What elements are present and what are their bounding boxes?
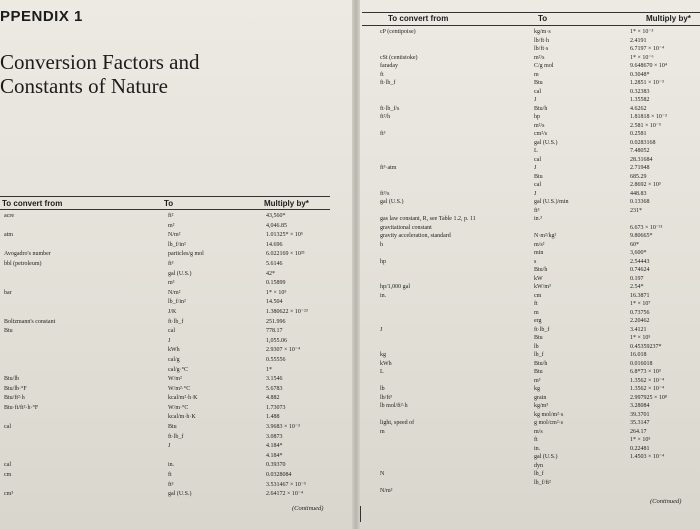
left-multiply-row: 1.01325* × 10⁵ (266, 232, 303, 239)
left-from-row (4, 442, 154, 452)
right-to-row: Btu (534, 173, 543, 180)
left-from-row: Btu/lb (4, 376, 20, 383)
right-from-row (380, 462, 528, 471)
right-to-row: kW (534, 275, 543, 282)
right-from-row: hp (380, 258, 386, 265)
left-to-row: N/m² (168, 232, 181, 239)
right-from-row: cSt (centistoke) (380, 54, 418, 61)
left-to-row: ft² (168, 213, 174, 219)
right-to-row: ft³ (534, 207, 540, 214)
left-to-row: kcal/m·h·K (168, 414, 196, 421)
left-multiply-row: 0.15899 (266, 280, 286, 287)
left-multiply-row: 14.504 (266, 299, 283, 306)
left-from-row (4, 298, 154, 308)
right-to-row: erg (534, 318, 542, 324)
right-multiply-row: 1* × 10⁻³ (630, 29, 654, 35)
left-multiply-row: 2.9307 × 10⁻⁴ (266, 347, 301, 354)
left-continued-note: (Continued) (292, 505, 324, 512)
left-table-header-rule (0, 209, 330, 210)
right-from-row (380, 436, 528, 445)
left-to-row: m² (168, 222, 175, 229)
right-multiply-row: 1* × 10⁵ (630, 437, 651, 443)
right-to-row: s (534, 258, 537, 265)
right-from-row (380, 37, 528, 46)
right-multiply-row: 2.54* (630, 284, 644, 290)
right-multiply-row: 2.54443 (630, 258, 650, 265)
right-multiply-row: 264.17 (630, 428, 647, 435)
right-from-row: L (380, 369, 384, 375)
left-from-row: Btu·ft/ft²·h·°F (4, 404, 39, 411)
right-to-row: g mol/cm²·s (534, 420, 563, 426)
right-to-row: J (534, 190, 537, 197)
left-table-top-rule (0, 196, 330, 197)
right-from-row: faraday (380, 63, 398, 69)
left-from-column (4, 212, 154, 500)
left-from-row: acre (4, 213, 14, 219)
right-multiply-row: 1.81818 × 10⁻³ (630, 114, 667, 120)
left-multiply-row: 6.022169 × 10²³ (266, 251, 305, 258)
right-to-row: ft (534, 301, 538, 307)
right-to-row: N·m²/kg² (534, 233, 557, 239)
right-multiply-column (630, 28, 700, 462)
right-to-row: kg (534, 386, 540, 392)
left-header-multiply: Multiply by* (264, 199, 309, 208)
right-from-row: ft³ (380, 131, 386, 137)
left-multiply-row: 4,046.85 (266, 222, 287, 229)
right-multiply-row: 2.71948 (630, 165, 650, 171)
left-to-row: ft·lb_f (168, 433, 184, 440)
left-from-row: cm³ (4, 491, 14, 498)
right-from-row (380, 377, 528, 386)
right-multiply-row: 35.3147 (630, 420, 650, 426)
left-from-row: cal (4, 462, 11, 469)
right-to-row: gal (U.S.)/min (534, 199, 569, 205)
right-multiply-row: 0.2581 (630, 131, 647, 137)
right-multiply-row: 9.648670 × 10⁴ (630, 63, 667, 69)
left-to-row: W/m²·°C (168, 385, 191, 392)
right-from-row: J (380, 326, 383, 333)
left-from-row: Avogadro's number (4, 251, 51, 258)
left-from-row: bar (4, 289, 12, 296)
right-to-row: lb/ft·s (534, 46, 549, 52)
right-to-row: Btu (534, 335, 543, 341)
left-to-row: particles/g mol (168, 251, 204, 258)
left-to-row: gal (U.S.) (168, 270, 192, 277)
left-from-row (4, 222, 154, 232)
right-to-row: m²/s (534, 54, 545, 61)
left-multiply-row: 14.696 (266, 241, 283, 248)
right-multiply-row: 0.45359237* (630, 343, 662, 350)
right-multiply-row: 16.3871 (630, 292, 650, 299)
right-multiply-row: 0.016018 (630, 360, 653, 367)
right-to-row: lb_f (534, 471, 544, 477)
right-from-row: hp/1,000 gal (380, 284, 410, 290)
right-from-row: h (380, 241, 383, 248)
right-to-row: lb (534, 343, 539, 350)
left-to-row: J (168, 443, 171, 450)
left-from-row (4, 279, 154, 289)
right-to-row: L (534, 148, 538, 154)
right-from-row: lb mol/ft²·h (380, 403, 408, 409)
right-from-row (380, 122, 528, 131)
left-to-row: lb_f/in² (168, 299, 186, 306)
right-to-row: grain (534, 394, 547, 401)
right-from-row: ft·lb_f/s (380, 105, 400, 112)
right-multiply-row: 2.4191 (630, 37, 647, 44)
right-to-row: Btu (534, 369, 543, 375)
left-to-row: Btu (168, 424, 177, 431)
right-to-row: in.³ (534, 216, 542, 222)
right-to-row: m (534, 309, 539, 316)
right-from-row: ft²/h (380, 114, 391, 120)
left-from-row: Btu/ft²·h (4, 395, 25, 402)
right-to-row: ft (534, 437, 538, 443)
right-multiply-row: 2.581 × 10⁻⁵ (630, 122, 662, 129)
right-from-row: cP (centipoise) (380, 29, 416, 35)
left-multiply-row: 5.6146 (266, 260, 283, 267)
right-from-row (380, 496, 528, 505)
left-multiply-row: 3.1546 (266, 376, 283, 383)
right-to-row: Btu/h (534, 360, 548, 367)
right-multiply-row: 0.197 (630, 275, 644, 282)
page-title (0, 50, 199, 98)
appendix-heading: PPENDIX 1 (0, 8, 83, 25)
left-to-row: W/m² (168, 376, 182, 383)
left-multiply-row: 4.184* (266, 452, 283, 459)
right-from-row (380, 343, 528, 352)
title-line-1: Conversion Factors and (0, 50, 200, 74)
right-from-row (380, 453, 528, 462)
right-from-row: light, speed of (380, 420, 415, 426)
title-line-2: Constants of Nature (0, 74, 168, 98)
right-from-row (380, 156, 528, 165)
right-multiply-row: 6.7197 × 10⁻⁴ (630, 46, 665, 52)
right-to-row: m (534, 71, 539, 78)
right-multiply-row: 231* (630, 207, 642, 214)
left-multiply-row: 778.17 (266, 328, 283, 335)
right-multiply-row: 1.35582 (630, 97, 650, 103)
left-multiply-row: 43,560* (266, 213, 286, 219)
left-to-row: cal/g·°C (168, 366, 189, 373)
right-to-row: m/s² (534, 241, 545, 248)
left-multiply-row: 3.531467 × 10⁻⁵ (266, 481, 307, 488)
left-from-row (4, 481, 154, 491)
right-multiply-row: 1.3562 × 10⁻⁴ (630, 377, 665, 384)
right-multiply-row: 6.8*73 × 10³ (630, 369, 661, 375)
right-from-row: N (380, 471, 385, 477)
right-to-row: m/s (534, 428, 543, 435)
left-to-column (168, 212, 258, 500)
left-to-row: lb_f/in² (168, 241, 186, 248)
right-multiply-row: 0.22481 (630, 445, 650, 452)
right-to-row: min (534, 250, 544, 256)
right-to-row: J (534, 97, 537, 103)
right-multiply-row: 0.32383 (630, 88, 650, 95)
right-from-row: gas law constant, R, see Table 1.2, p. 11 (380, 216, 476, 222)
right-to-row: J (534, 165, 537, 171)
left-from-row: atm (4, 232, 13, 239)
right-to-row: m³ (534, 377, 541, 384)
book-gutter (352, 0, 360, 529)
right-to-row: kg mol/m²·s (534, 411, 564, 418)
right-from-row (380, 309, 528, 318)
right-multiply-row: 6.673 × 10⁻¹¹ (630, 224, 663, 231)
right-multiply-row: 1* × 10⁷ (630, 301, 651, 307)
left-multiply-row: 3.9683 × 10⁻³ (266, 424, 300, 431)
right-to-row: kg/m·s (534, 29, 551, 35)
left-multiply-row: 251.996 (266, 318, 286, 325)
left-from-row (4, 413, 154, 423)
right-to-row: ft·lb_f (534, 326, 550, 333)
left-multiply-row: 3.0873 (266, 433, 283, 440)
right-from-row: ft (380, 71, 384, 78)
right-from-row (380, 96, 528, 105)
right-multiply-row: 0.0283168 (630, 139, 656, 146)
right-multiply-row: 3,600* (630, 250, 647, 256)
right-to-row: hp (534, 114, 540, 120)
left-from-row (4, 433, 154, 443)
right-from-row: ft³·atm (380, 165, 397, 171)
left-multiply-row: 1* × 10⁵ (266, 289, 287, 296)
right-multiply-row: 39.3701 (630, 411, 650, 418)
left-multiply-row: 1,055.06 (266, 337, 287, 344)
right-multiply-row: 2.8692 × 10³ (630, 182, 661, 188)
left-header-to: To (164, 199, 174, 208)
right-from-row (380, 266, 528, 275)
left-from-row: cm (4, 472, 12, 479)
right-table-top-rule (362, 12, 700, 13)
right-multiply-row (630, 215, 700, 224)
left-to-row: cal/g (168, 356, 180, 363)
right-to-row: cal (534, 182, 541, 188)
right-multiply-row: 1* × 10⁵ (630, 335, 651, 341)
left-from-row: bbl (petroleum) (4, 260, 42, 267)
left-to-row (168, 452, 258, 462)
right-multiply-row: 1* × 10⁻⁶ (630, 54, 654, 61)
right-continued-note: (Continued) (650, 498, 682, 505)
left-from-row (4, 241, 154, 251)
right-from-row: lb (380, 386, 385, 392)
right-from-row (380, 300, 528, 309)
left-from-row (4, 270, 154, 280)
left-from-row: Btu (4, 328, 13, 335)
right-multiply-row: 1.3562 × 10⁻⁴ (630, 386, 665, 392)
right-from-row (380, 207, 528, 216)
left-to-row: ft³ (168, 481, 174, 488)
right-to-row: lb_f (534, 352, 544, 358)
right-multiply-row: 0.74624 (630, 267, 650, 273)
right-multiply-row: 0.73756 (630, 309, 650, 316)
right-multiply-row: 685.29 (630, 173, 647, 180)
right-to-row: cal (534, 156, 541, 163)
left-to-row: kWh (168, 347, 180, 354)
right-from-row (380, 45, 528, 54)
left-from-row (4, 356, 154, 366)
right-from-row: lb/ft³ (380, 394, 392, 401)
left-multiply-row: 42* (266, 270, 275, 277)
right-header-from: To convert from (388, 14, 449, 23)
right-from-row (380, 275, 528, 284)
right-to-row: Btu/h (534, 267, 548, 273)
left-from-row (4, 337, 154, 347)
right-to-row: Btu/h (534, 105, 548, 112)
right-from-row (380, 181, 528, 190)
left-multiply-row: 2.64172 × 10⁻⁴ (266, 491, 304, 498)
right-table-header-rule (362, 25, 700, 26)
right-multiply-row: 0.13368 (630, 199, 650, 205)
right-from-row (380, 411, 528, 420)
right-to-row: cm²/s (534, 131, 548, 137)
right-to-row: C/g mol (534, 63, 554, 69)
right-multiply-row: 3.28084 (630, 403, 650, 409)
right-to-row: cal (534, 88, 541, 95)
right-multiply-row: 60* (630, 241, 639, 248)
right-header-to: To (538, 14, 548, 23)
right-from-row (380, 147, 528, 156)
left-header-from: To convert from (2, 199, 63, 208)
left-to-row: gal (U.S.) (168, 491, 192, 498)
right-from-row: ft³/s (380, 190, 390, 197)
right-multiply-row: 1.2851 × 10⁻³ (630, 80, 664, 86)
left-multiply-row: 4.184* (266, 443, 283, 450)
left-multiply-row: 4.882 (266, 395, 280, 402)
left-from-row: cal (4, 424, 11, 431)
left-multiply-row: 1.380622 × 10⁻²³ (266, 308, 308, 315)
left-from-row: Boltzmann's constant (4, 318, 56, 325)
left-from-row (4, 346, 154, 356)
right-from-row (380, 334, 528, 343)
right-to-row: in. (534, 445, 541, 452)
right-multiply-row: 448.83 (630, 190, 647, 197)
right-to-row: lb/ft·h (534, 37, 549, 44)
right-multiply-row: 28.31684 (630, 156, 653, 163)
left-multiply-row: 5.6783 (266, 385, 283, 392)
left-to-row: J (168, 337, 171, 344)
right-from-row (380, 479, 528, 488)
left-to-row: ft (168, 472, 172, 479)
left-multiply-row: 0.39370 (266, 462, 286, 469)
right-from-column (380, 28, 528, 504)
left-from-row: Btu/lb·°F (4, 385, 27, 392)
right-from-row (380, 139, 528, 148)
right-multiply-row: 1.4503 × 10⁻⁴ (630, 454, 665, 460)
right-to-column (534, 28, 630, 487)
right-from-row: m (380, 428, 385, 435)
left-from-row (4, 452, 154, 462)
right-to-row: kg/m³ (534, 403, 549, 409)
right-from-row: kg (380, 352, 386, 358)
right-from-row (380, 173, 528, 182)
right-from-row: gal (U.S.) (380, 199, 404, 205)
right-multiply-row: 7.48052 (630, 148, 650, 154)
right-from-row (380, 445, 528, 454)
right-multiply-row: 3.4121 (630, 326, 647, 333)
right-from-row: gravity acceleration, standard (380, 233, 451, 239)
left-to-row: W/m·°C (168, 404, 189, 411)
right-to-row: gal (U.S.) (534, 139, 558, 146)
left-multiply-row: 0.55556 (266, 356, 286, 363)
left-to-row: in. (168, 462, 175, 469)
left-to-row: m³ (168, 280, 175, 287)
left-multiply-row: 0.0328084 (266, 472, 292, 479)
left-multiply-row: 1* (266, 366, 272, 373)
left-to-row: ft³ (168, 260, 174, 267)
right-header-multiply: Multiply by* (646, 14, 691, 23)
right-multiply-row: 2.20462 (630, 318, 650, 324)
right-to-row: lb_f/ft² (534, 479, 551, 486)
right-from-row: gravitational constant (380, 224, 432, 231)
corner-mark (360, 506, 361, 522)
right-to-row: kW/m³ (534, 284, 551, 290)
right-to-row: cm (534, 292, 542, 299)
right-to-row: gal (U.S.) (534, 454, 558, 460)
right-from-row: N/m² (380, 488, 393, 494)
right-to-row (534, 224, 630, 233)
right-to-row: dyn (534, 462, 543, 469)
right-from-row: in. (380, 292, 387, 299)
left-from-row (4, 308, 154, 318)
left-to-row: ft·lb_f (168, 318, 184, 325)
right-from-row (380, 249, 528, 258)
right-multiply-row: 0.3048* (630, 71, 650, 78)
left-to-row: cal (168, 328, 175, 335)
left-to-row: kcal/m²·h·K (168, 395, 198, 402)
left-to-row: J/K (168, 308, 177, 315)
right-multiply-row: 16.018 (630, 352, 647, 358)
right-multiply-row: 4.6262 (630, 105, 647, 112)
right-from-row (380, 317, 528, 326)
left-multiply-column (266, 212, 346, 500)
right-from-row: kWh (380, 360, 392, 367)
right-from-row: ft·lb_f (380, 80, 396, 86)
right-from-row (380, 88, 528, 97)
right-multiply-row: 2.997925 × 10⁸ (630, 394, 667, 401)
left-to-row: N/m² (168, 289, 181, 296)
left-multiply-row: 1.488 (266, 414, 280, 421)
right-to-row: Btu (534, 80, 543, 86)
left-multiply-row: 1.73073 (266, 404, 286, 411)
right-to-row: m²/s (534, 122, 545, 129)
left-from-row (4, 366, 154, 376)
right-multiply-row: 9.80665* (630, 233, 653, 239)
